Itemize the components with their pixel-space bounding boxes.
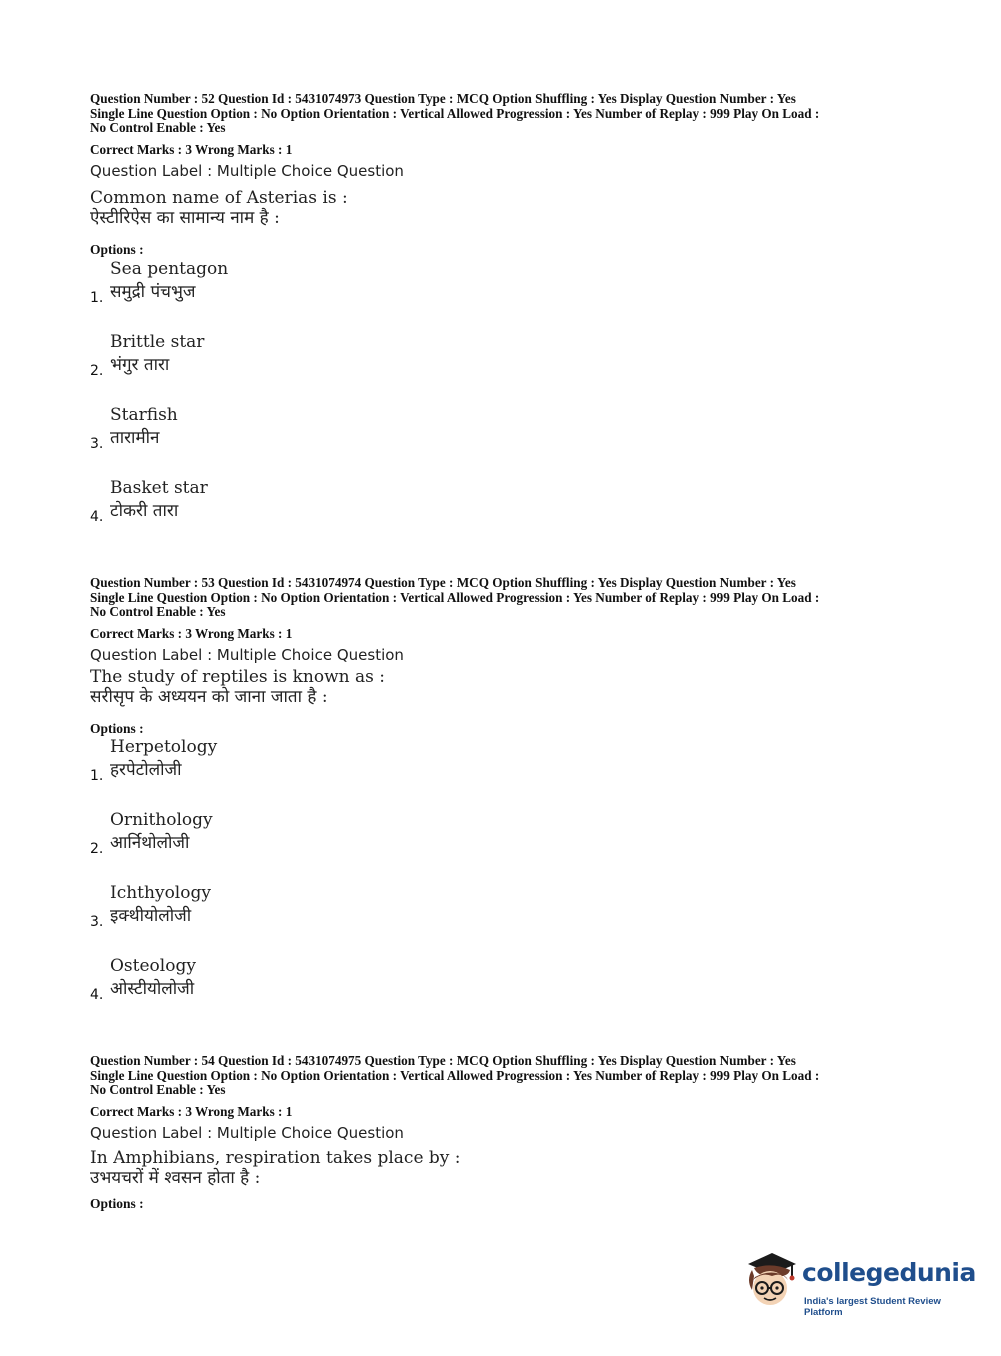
option-item <box>90 332 920 405</box>
option-text-en: Ichthyology <box>110 882 211 903</box>
question-meta: Question Number : 53 Question Id : 5431074974 Question Type : MCQ Option Shuffling : Yes Display Question Number : Yes Single Line Question Option : No Option Orientation : Vertical Allowed Progression : Yes Number of Replay : 999 Play On Load : No Control Enable : Yes <box>90 575 820 619</box>
option-text-hi: ओस्टीयोलोजी <box>110 978 195 999</box>
option-text-en: Basket star <box>110 477 208 498</box>
option-item <box>90 810 920 883</box>
question-marks: Correct Marks : 3 Wrong Marks : 1 <box>90 141 293 157</box>
option-number: 1. <box>90 767 104 784</box>
option-text-hi: टोकरी तारा <box>110 500 179 521</box>
collegedunia-logo <box>742 1250 976 1318</box>
brand-tagline: India's largest Student Review Platform <box>804 1296 941 1318</box>
student-mascot-icon <box>742 1250 800 1310</box>
option-item <box>90 737 920 810</box>
option-text-hi: आर्निथोलोजी <box>110 832 190 853</box>
question-53 <box>90 576 920 1029</box>
option-text-en: Brittle star <box>110 331 205 352</box>
option-text-hi: इक्थीयोलोजी <box>110 905 192 926</box>
option-number: 3. <box>90 435 104 452</box>
question-54 <box>90 1054 920 1212</box>
option-number: 1. <box>90 289 104 306</box>
option-item <box>90 956 920 1029</box>
option-text-en: Osteology <box>110 955 196 976</box>
option-text-en: Sea pentagon <box>110 258 229 279</box>
option-item <box>90 405 920 478</box>
question-52 <box>90 92 920 551</box>
option-number: 2. <box>90 840 104 857</box>
option-text-hi: भंगुर तारा <box>110 354 170 375</box>
option-item <box>90 883 920 956</box>
options-heading: Options : <box>90 241 144 257</box>
question-meta: Question Number : 54 Question Id : 5431074975 Question Type : MCQ Option Shuffling : Yes Display Question Number : Yes Single Line Question Option : No Option Orientation : Vertical Allowed Progression : Yes Number of Replay : 999 Play On Load : No Control Enable : Yes <box>90 1053 820 1097</box>
option-text-hi: समुद्री पंचभुज <box>110 281 196 302</box>
question-meta: Question Number : 52 Question Id : 5431074973 Question Type : MCQ Option Shuffling : Yes Display Question Number : Yes Single Line Question Option : No Option Orientation : Vertical Allowed Progression : Yes Number of Replay : 999 Play On Load : No Control Enable : Yes <box>90 91 820 135</box>
question-text: Common name of Asterias is : ऐस्टीरिऐस का सामान्य नाम है : <box>90 187 348 228</box>
option-number: 3. <box>90 913 104 930</box>
option-text-en: Ornithology <box>110 809 213 830</box>
option-item <box>90 478 920 551</box>
question-text: In Amphibians, respiration takes place by : उभयचरों में श्वसन होता है : <box>90 1147 461 1188</box>
option-text-hi: तारामीन <box>110 427 160 448</box>
option-number: 4. <box>90 508 104 525</box>
question-marks: Correct Marks : 3 Wrong Marks : 1 <box>90 1103 293 1119</box>
option-text-hi: हरपेटोलोजी <box>110 759 182 780</box>
option-text-en: Herpetology <box>110 736 218 757</box>
question-text: The study of reptiles is known as : सरीसृप के अध्ययन को जाना जाता है : <box>90 666 385 707</box>
option-text-en: Starfish <box>110 404 178 425</box>
question-marks: Correct Marks : 3 Wrong Marks : 1 <box>90 625 293 641</box>
question-label: Question Label : Multiple Choice Question <box>90 645 404 664</box>
question-label: Question Label : Multiple Choice Question <box>90 161 404 180</box>
option-item <box>90 259 920 332</box>
question-label: Question Label : Multiple Choice Question <box>90 1123 404 1142</box>
option-number: 4. <box>90 986 104 1003</box>
brand-name: collegedunia <box>802 1258 976 1287</box>
options-heading: Options : <box>90 720 144 736</box>
options-heading: Options : <box>90 1195 144 1211</box>
option-number: 2. <box>90 362 104 379</box>
